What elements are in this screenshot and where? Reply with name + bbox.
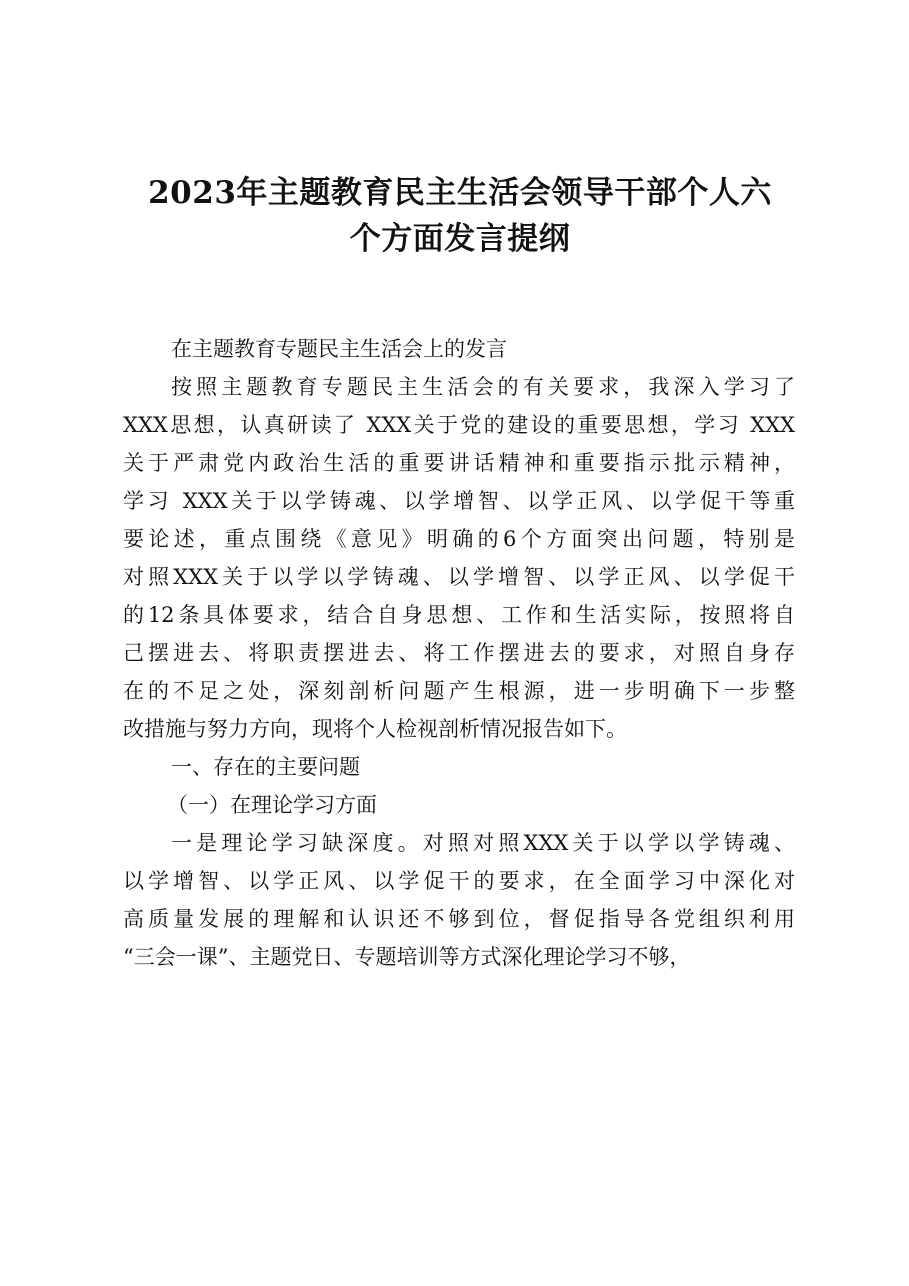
paragraph-line: 一是理论学习缺深度。对照对照XXX关于以学以学铸魂、: [171, 831, 795, 855]
paragraph-line: 高质量发展的理解和认识还不够到位，督促指导各党组织利用: [123, 907, 795, 931]
paragraph-intro: [123, 368, 803, 748]
title-line-2: 个方面发言提纲: [349, 221, 571, 257]
paragraph-line: 按照主题教育专题民主生活会的有关要求，我深入学习了: [171, 375, 795, 399]
document-title: [110, 170, 810, 262]
paragraph-line: XXX思想，认真研读了 XXX关于党的建设的重要思想，学习 XXX: [123, 413, 795, 437]
paragraph-line: （一）在理论学习方面: [167, 793, 377, 817]
paragraph-line: 在主题教育专题民主生活会上的发言: [171, 337, 507, 361]
paragraph-line: 学习 XXX关于以学铸魂、以学增智、以学正风、以学促干等重: [123, 489, 795, 513]
document-body: [123, 330, 803, 976]
paragraph-line: 要论述，重点围绕《意见》明确的6个方面突出问题，特别是: [123, 527, 795, 551]
title-line-1: 2023年主题教育民主生活会领导干部个人六: [148, 175, 772, 211]
section-heading-problems: [123, 748, 803, 786]
paragraph-theory-depth: [123, 824, 803, 976]
paragraph-line: 改措施与努力方向，现将个人检视剖析情况报告如下。: [123, 717, 627, 741]
paragraph-line: 以学增智、以学正风、以学促干的要求，在全面学习中深化对: [123, 869, 795, 893]
paragraph-line: “三会一课”、主题党日、专题培训等方式深化理论学习不够，: [123, 945, 691, 969]
paragraph-line: 己摆进去、将职责摆进去、将工作摆进去的要求，对照自身存: [123, 641, 795, 665]
paragraph-line: 的12条具体要求，结合自身思想、工作和生活实际，按照将自: [123, 603, 795, 627]
paragraph-line: 关于严肃党内政治生活的重要讲话精神和重要指示批示精神，: [123, 451, 795, 475]
paragraph-subtitle: [123, 330, 803, 368]
paragraph-line: 在的不足之处，深刻剖析问题产生根源，进一步明确下一步整: [123, 679, 795, 703]
paragraph-line: 一、存在的主要问题: [171, 755, 360, 779]
subsection-heading-theory: [123, 786, 803, 824]
paragraph-line: 对照XXX关于以学以学铸魂、以学增智、以学正风、以学促干: [123, 565, 795, 589]
